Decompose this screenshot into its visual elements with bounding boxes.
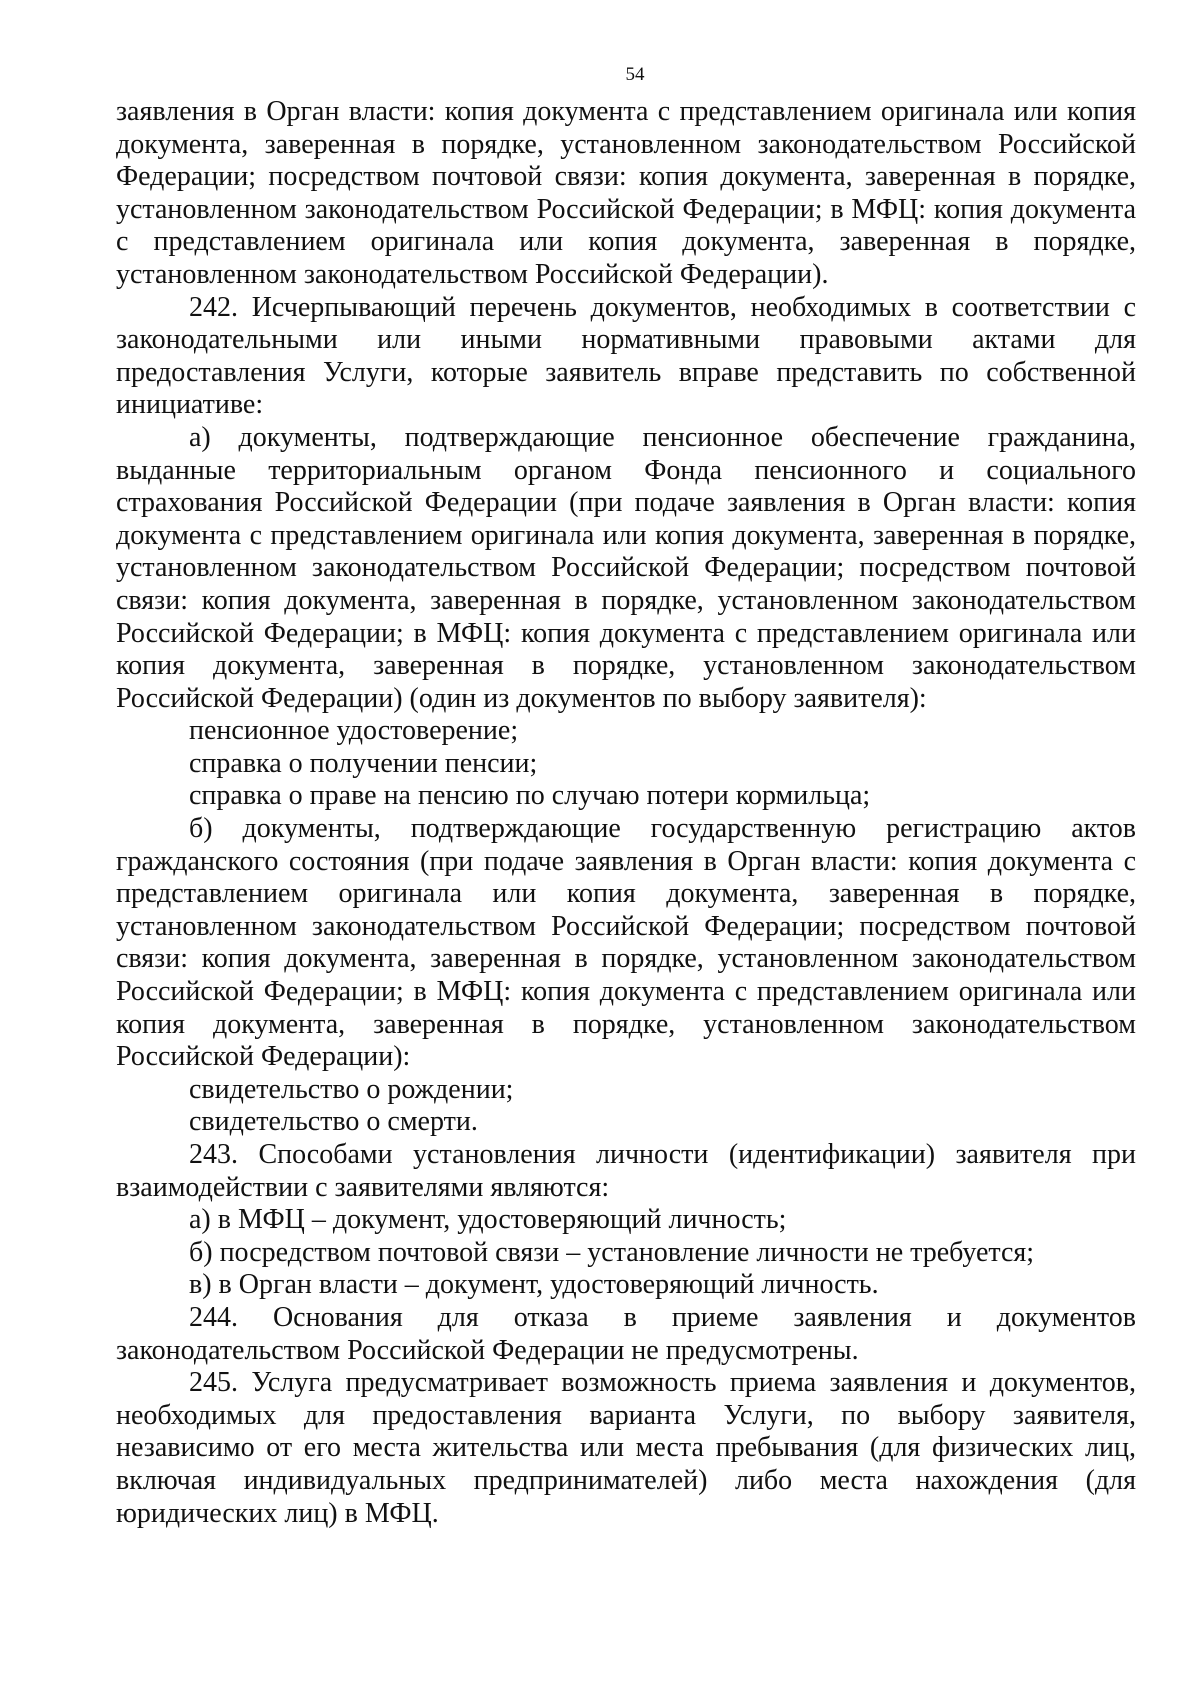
paragraph-242-a: а) документы, подтверждающие пенсионное обеспечение гражданина, выданные территориальным органом Фонда пенсионного и социального страхования Российской Федерации (при подаче заявления в Орган власти: копия документа с представлением оригинала или копия документа, заверенная в порядке, установленном законодательством Российской Федерации; посредством почтовой связи: копия документа, заверенная в порядке, установленном законодательством Российской Федерации; в МФЦ: копия документа с представлением оригинала или копия документа, заверенная в порядке, установленном законодательством Российской Федерации) (один из документов по выбору заявителя): (116, 421, 1136, 714)
list-item: а) в МФЦ – документ, удостоверяющий личность; (189, 1204, 787, 1236)
paragraph-244: 244. Основания для отказа в приеме заявления и документов законодательством Российской Федерации не предусмотрены. (116, 1301, 1136, 1366)
paragraph-245: 245. Услуга предусматривает возможность приема заявления и документов, необходимых для предоставления варианта Услуги, по выбору заявителя, независимо от его места жительства или места пребывания (для физических лиц, включая индивидуальных предпринимателей) либо места нахождения (для юридических лиц) в МФЦ. (116, 1367, 1136, 1529)
list-item: свидетельство о рождении; (189, 1073, 514, 1105)
paragraph-continuation: заявления в Орган власти: копия документа с представлением оригинала или копия документа, заверенная в порядке, установленном законодательством Российской Федерации; посредством почтовой связи: копия документа, заверенная в порядке, установленном законодательством Российской Федерации; в МФЦ: копия документа с представлением оригинала или копия документа, заверенная в порядке, установленном законодательством Российской Федерации). (116, 96, 1136, 290)
list-item: справка о праве на пенсию по случаю потери кормильца; (189, 780, 871, 812)
page-number: 54 (625, 64, 645, 85)
list-item: в) в Орган власти – документ, удостоверяющий личность. (189, 1269, 879, 1301)
list-item: пенсионное удостоверение; (189, 715, 519, 747)
list-item: свидетельство о смерти. (189, 1106, 478, 1138)
paragraph-242-b: б) документы, подтверждающие государственную регистрацию актов гражданского состояния (при подаче заявления в Орган власти: копия документа с представлением оригинала или копия документа, заверенная в порядке, установленном законодательством Российской Федерации; посредством почтовой связи: копия документа, заверенная в порядке, установленном законодательством Российской Федерации; в МФЦ: копия документа с представлением оригинала или копия документа, заверенная в порядке, установленном законодательством Российской Федерации): (116, 813, 1136, 1073)
list-item: б) посредством почтовой связи – установление личности не требуется; (189, 1236, 1035, 1268)
document-page (116, 60, 1136, 1530)
list-item: справка о получении пенсии; (189, 747, 538, 779)
paragraph-242: 242. Исчерпывающий перечень документов, необходимых в соответствии с законодательными или иными нормативными правовыми актами для предоставления Услуги, которые заявитель вправе представить по собственной инициативе: (116, 291, 1136, 421)
paragraph-243: 243. Способами установления личности (идентификации) заявителя при взаимодействии с заявителями являются: (116, 1139, 1136, 1203)
